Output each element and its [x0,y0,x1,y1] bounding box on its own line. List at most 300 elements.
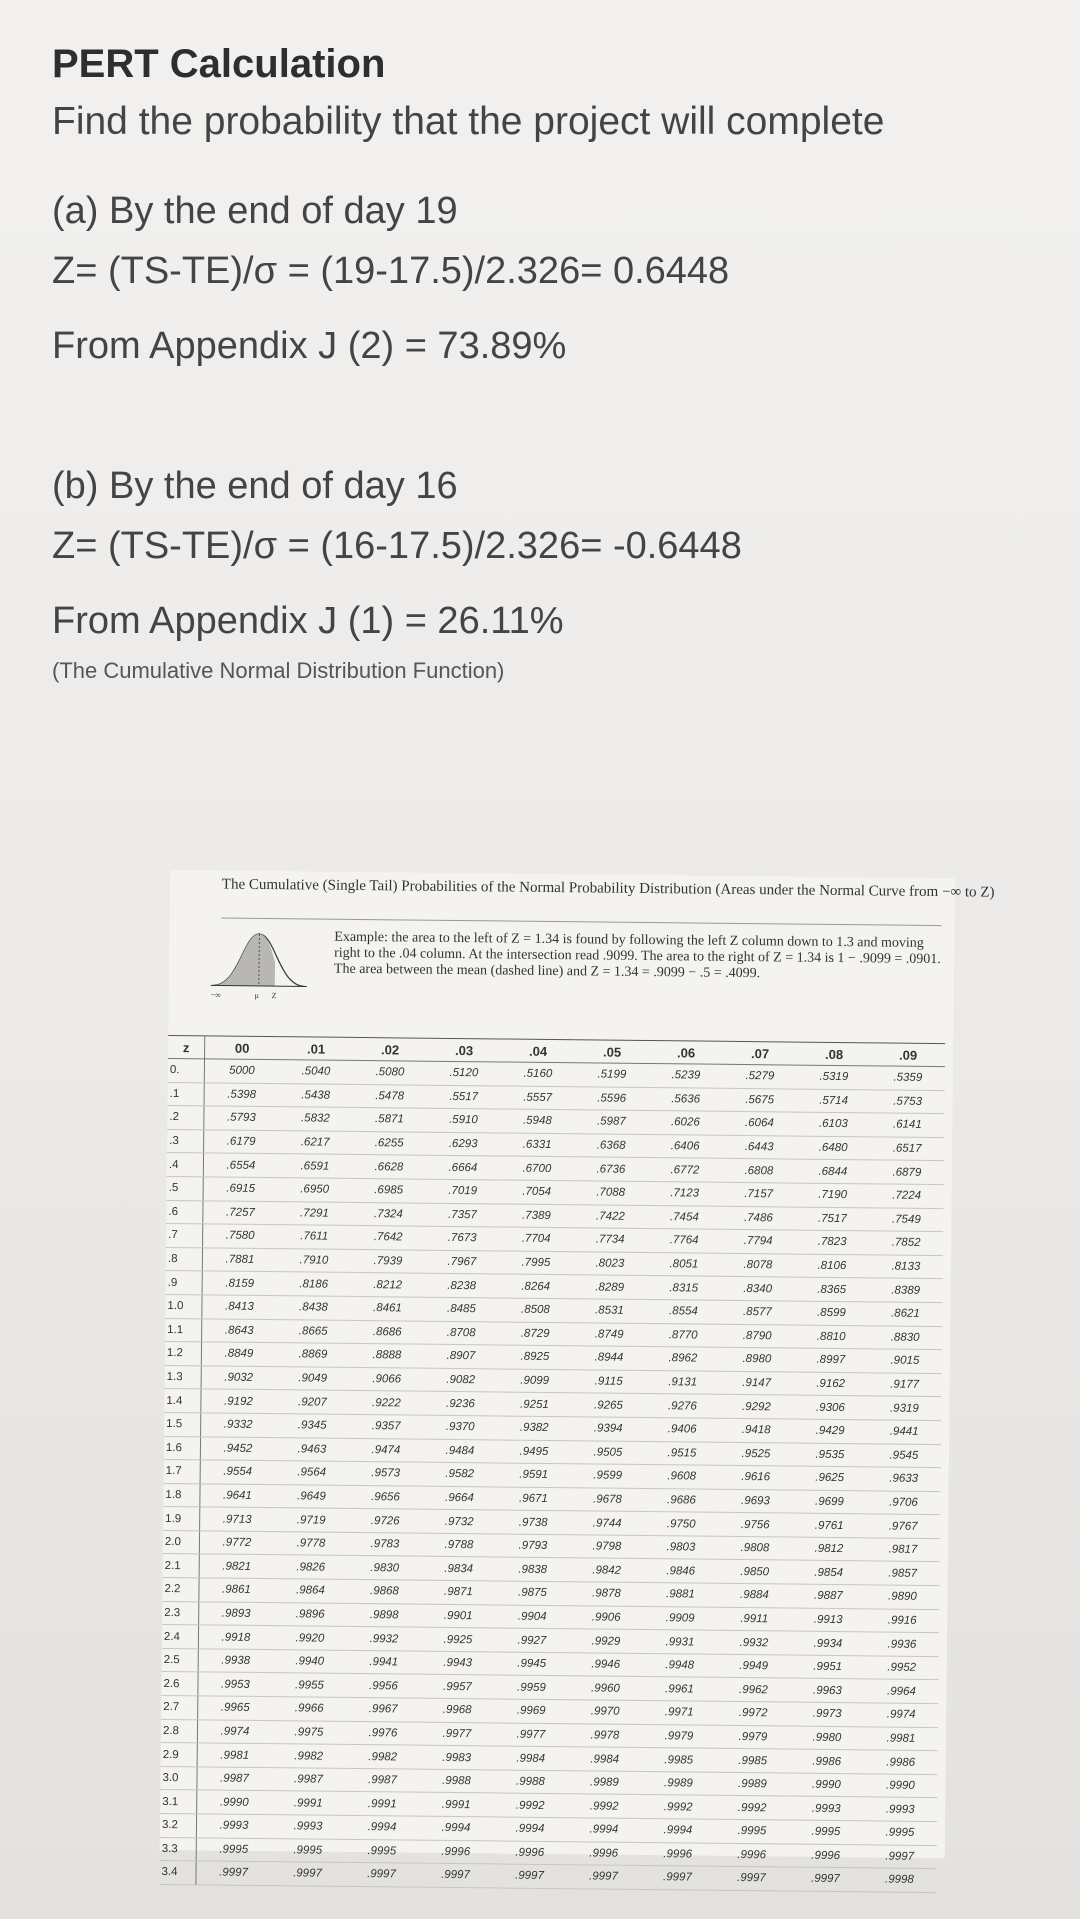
probability-cell: .8078 [721,1253,795,1277]
probability-cell: .9357 [349,1414,423,1438]
probability-cell: .9750 [644,1512,718,1536]
probability-cell: .9599 [571,1464,645,1488]
z-table-header-cell: .08 [797,1042,871,1066]
probability-cell: .6736 [574,1157,648,1181]
probability-cell: .7910 [277,1248,351,1272]
z-value-cell: 2.5 [162,1648,199,1672]
probability-cell: .9830 [348,1556,422,1580]
probability-cell: .9875 [495,1581,569,1605]
probability-cell: .9864 [273,1579,347,1603]
probability-cell: .9834 [422,1557,496,1581]
probability-cell: .9989 [567,1771,641,1795]
z-value-cell: 3.4 [159,1861,196,1885]
probability-cell: .7995 [499,1251,573,1275]
probability-cell: .7454 [647,1205,721,1229]
probability-cell: .8389 [869,1278,943,1302]
probability-cell: .6255 [352,1131,426,1155]
probability-cell: .9207 [275,1390,349,1414]
probability-cell: .9099 [498,1369,572,1393]
probability-cell: .9995 [715,1819,789,1843]
probability-cell: .9292 [719,1395,793,1419]
z-value-cell: 2.3 [162,1601,199,1625]
z-table-header-cell: .09 [871,1043,945,1067]
probability-cell: .9965 [198,1696,273,1720]
probability-cell: .7642 [351,1226,425,1250]
probability-cell: .6879 [870,1160,944,1184]
probability-cell: .9994 [493,1817,567,1841]
page-title: PERT Calculation [52,42,386,86]
probability-cell: .9932 [717,1631,791,1655]
probability-cell: .9015 [868,1349,942,1373]
probability-cell: .7611 [277,1225,351,1249]
probability-cell: .8238 [425,1274,499,1298]
probability-cell: .5040 [279,1060,353,1084]
z-table-header-cell: .05 [575,1040,649,1064]
probability-cell: .7422 [573,1204,647,1228]
z-value-cell: 1.9 [163,1507,200,1531]
probability-cell: .9884 [717,1583,791,1607]
probability-cell: .8531 [572,1299,646,1323]
probability-cell: .9973 [790,1702,864,1726]
probability-cell: .8665 [276,1319,350,1343]
probability-cell: .9996 [641,1842,715,1866]
probability-cell: .9706 [866,1491,940,1515]
probability-cell: .9545 [867,1443,941,1467]
probability-cell: .9916 [865,1608,939,1632]
probability-cell: .9726 [348,1509,422,1533]
z-value-cell: .7 [166,1224,203,1248]
probability-cell: .5987 [574,1110,648,1134]
probability-cell: .9997 [270,1862,344,1886]
probability-cell: .9812 [792,1537,866,1561]
probability-cell: .8577 [720,1300,794,1324]
probability-cell: .6700 [500,1156,574,1180]
probability-cell: .9997 [418,1863,492,1887]
z-value-cell: 1.1 [165,1318,202,1342]
z-value-cell: 3.1 [160,1790,197,1814]
probability-cell: .9732 [422,1509,496,1533]
probability-cell: .9963 [790,1678,864,1702]
probability-cell: .9608 [645,1465,719,1489]
z-table-header-cell: .06 [649,1041,723,1065]
probability-cell: .9418 [719,1418,793,1442]
probability-cell: .6517 [870,1137,944,1161]
probability-cell: .9989 [715,1772,789,1796]
probability-cell: .9803 [644,1535,718,1559]
probability-cell: .9846 [644,1559,718,1583]
probability-cell: .9997 [863,1844,937,1868]
probability-cell: .8770 [646,1323,720,1347]
probability-cell: .9996 [789,1844,863,1868]
probability-cell: .9625 [793,1466,867,1490]
probability-cell: .9982 [272,1744,346,1768]
probability-cell: .9991 [271,1791,345,1815]
probability-cell: .7823 [795,1230,869,1254]
probability-cell: .8186 [277,1272,351,1296]
probability-cell: .7054 [500,1180,574,1204]
probability-cell: .9906 [569,1605,643,1629]
probability-cell: .9693 [718,1489,792,1513]
probability-cell: .5080 [353,1060,427,1084]
z-value-cell: 2.2 [162,1578,199,1602]
probability-cell: .9452 [200,1436,275,1460]
probability-cell: .9826 [274,1555,348,1579]
probability-cell: .9564 [275,1461,349,1485]
probability-cell: .9265 [571,1393,645,1417]
probability-cell: .9997 [492,1864,566,1888]
probability-cell: .9713 [200,1507,275,1531]
probability-cell: .9515 [645,1441,719,1465]
probability-cell: .8554 [646,1299,720,1323]
z-value-cell: 2.1 [163,1554,200,1578]
probability-cell: .9798 [570,1535,644,1559]
probability-cell: .9920 [273,1626,347,1650]
z-value-cell: 2.4 [162,1625,199,1649]
probability-cell: .9993 [789,1796,863,1820]
probability-cell: .9986 [864,1750,938,1774]
probability-cell: .5910 [426,1108,500,1132]
question-text: Find the probability that the project will complete [52,100,885,143]
z-value-cell: 2.8 [161,1719,198,1743]
probability-cell: .9222 [349,1391,423,1415]
probability-cell: .9957 [420,1675,494,1699]
probability-cell: .8790 [720,1324,794,1348]
probability-cell: .9505 [571,1440,645,1464]
probability-cell: .7673 [425,1226,499,1250]
probability-cell: .9761 [792,1513,866,1537]
probability-cell: .9996 [493,1841,567,1865]
probability-cell: .9788 [422,1533,496,1557]
probability-cell: .6772 [648,1158,722,1182]
probability-cell: .7881 [202,1248,277,1272]
bell-label-mean: μ [254,990,260,1000]
probability-cell: .9656 [348,1485,422,1509]
probability-cell: .9953 [198,1672,273,1696]
probability-cell: .9996 [567,1841,641,1865]
appendix-scan [160,870,995,1887]
probability-cell: .7967 [425,1250,499,1274]
probability-cell: .9276 [645,1394,719,1418]
probability-cell: .9959 [494,1675,568,1699]
probability-cell: .9949 [717,1654,791,1678]
probability-cell: .9994 [567,1818,641,1842]
function-note: (The Cumulative Normal Distribution Function) [52,658,505,683]
example-text: Example: the area to the left of Z = 1.34 is found by following the left Z column down to 1.3 and moving right to the .04 column. At the intersection read .9099. The area to the right of Z = 1.34 is 1 − .9099 = .0901. The area between the mean (dashed line) and Z = 1.34 = .9099 − .5 = .4099. [333,929,941,982]
probability-cell: .8925 [498,1345,572,1369]
part-b-heading: (b) By the end of day 16 [52,465,458,507]
probability-cell: .6443 [722,1135,796,1159]
probability-cell: .5948 [500,1109,574,1133]
probability-cell: .9808 [718,1536,792,1560]
probability-cell: .9664 [422,1486,496,1510]
bell-label-neg-inf: −∞ [210,990,221,1000]
probability-cell: .5160 [501,1062,575,1086]
z-value-cell: 3.2 [160,1813,197,1837]
probability-cell: .8888 [350,1344,424,1368]
probability-cell: .9975 [272,1720,346,1744]
z-value-cell: 2.9 [161,1743,198,1767]
z-value-cell: 2.6 [161,1672,198,1696]
probability-cell: .5120 [427,1061,501,1085]
probability-cell: .8830 [868,1325,942,1349]
probability-cell: .6406 [648,1134,722,1158]
probability-cell: .9997 [344,1863,418,1887]
probability-cell: .9997 [788,1867,862,1891]
probability-cell: .7088 [574,1181,648,1205]
probability-cell: .7123 [648,1181,722,1205]
probability-cell: .9995 [345,1839,419,1863]
probability-cell: .9901 [421,1604,495,1628]
probability-cell: .9918 [198,1625,273,1649]
probability-cell: .9591 [497,1463,571,1487]
probability-cell: .6950 [278,1178,352,1202]
probability-cell: .9463 [275,1437,349,1461]
probability-cell: .9306 [793,1395,867,1419]
probability-cell: .9968 [420,1698,494,1722]
probability-cell: .7852 [869,1231,943,1255]
probability-cell: .5398 [204,1082,279,1106]
probability-cell: .7224 [870,1184,944,1208]
probability-cell: .6064 [722,1111,796,1135]
probability-cell: .9932 [347,1627,421,1651]
probability-cell: .6179 [204,1130,279,1154]
probability-cell: .7486 [721,1206,795,1230]
appendix-caption: The Cumulative (Single Tail) Probabilities of the Normal Probability Distribution (Areas under the Normal Curve from −∞ to Z) [221,876,995,901]
probability-cell: .8315 [647,1276,721,1300]
z-table-header-cell: .02 [353,1037,427,1061]
probability-cell: .9990 [863,1774,937,1798]
probability-cell: .9979 [716,1725,790,1749]
probability-cell: .8461 [350,1296,424,1320]
probability-cell: .9887 [791,1584,865,1608]
probability-cell: .9941 [347,1650,421,1674]
z-table-header-cell: 00 [205,1036,280,1060]
probability-cell: .9962 [716,1678,790,1702]
probability-cell: .8340 [721,1277,795,1301]
probability-cell: .7580 [203,1224,278,1248]
probability-cell: .9984 [494,1746,568,1770]
probability-cell: .9986 [790,1749,864,1773]
probability-cell: .9049 [276,1366,350,1390]
probability-cell: .9948 [643,1653,717,1677]
probability-cell: .7257 [203,1200,278,1224]
probability-cell: .8708 [424,1321,498,1345]
probability-cell: .9991 [345,1792,419,1816]
probability-cell: .9484 [423,1439,497,1463]
probability-cell: .8907 [424,1344,498,1368]
probability-cell: .9994 [419,1816,493,1840]
probability-cell: .9582 [423,1462,497,1486]
probability-cell: .6368 [574,1134,648,1158]
probability-cell: .9868 [347,1579,421,1603]
probability-cell: .9406 [645,1417,719,1441]
probability-cell: .9977 [494,1723,568,1747]
probability-cell: .9719 [274,1508,348,1532]
probability-cell: .5871 [352,1108,426,1132]
probability-cell: .9972 [716,1701,790,1725]
probability-cell: .9955 [272,1673,346,1697]
probability-cell: .9878 [569,1582,643,1606]
probability-cell: .9633 [867,1467,941,1491]
probability-cell: .8264 [499,1274,573,1298]
probability-cell: .9956 [346,1674,420,1698]
probability-cell: .9983 [420,1745,494,1769]
probability-cell: .7190 [796,1183,870,1207]
probability-cell: .7357 [425,1203,499,1227]
probability-cell: .9996 [715,1843,789,1867]
part-a-formula: Z= (TS-TE)/σ = (19-17.5)/2.326= 0.6448 [52,250,730,292]
probability-cell: .5675 [723,1088,797,1112]
caption-divider [221,918,941,927]
probability-cell: .9931 [643,1630,717,1654]
probability-cell: .9890 [865,1585,939,1609]
probability-cell: .5714 [796,1089,870,1113]
probability-cell: .9951 [791,1655,865,1679]
probability-cell: .7734 [573,1228,647,1252]
probability-cell: .9850 [718,1560,792,1584]
probability-cell: .9974 [864,1703,938,1727]
probability-cell: .9671 [496,1487,570,1511]
probability-cell: .9997 [196,1861,271,1885]
probability-cell: .9991 [419,1793,493,1817]
probability-cell: .9982 [346,1745,420,1769]
z-value-cell: .3 [167,1129,204,1153]
probability-cell: .9871 [421,1580,495,1604]
probability-cell: .8643 [202,1318,277,1342]
probability-cell: .9332 [201,1413,276,1437]
probability-cell: .8869 [276,1343,350,1367]
probability-cell: .9678 [570,1487,644,1511]
probability-cell: .9993 [863,1797,937,1821]
probability-cell: .9994 [345,1815,419,1839]
probability-cell: .9821 [199,1554,274,1578]
probability-cell: .9441 [867,1420,941,1444]
probability-cell: .9993 [196,1814,271,1838]
part-b-result: From Appendix J (1) = 26.11% [52,600,564,642]
probability-cell: .9969 [494,1699,568,1723]
probability-cell: .9881 [643,1583,717,1607]
probability-cell: .9767 [866,1514,940,1538]
probability-cell: .8729 [498,1321,572,1345]
z-table-header-cell: .03 [427,1038,501,1062]
probability-cell: .9981 [864,1726,938,1750]
probability-cell: .7794 [721,1229,795,1253]
probability-cell: .6844 [796,1159,870,1183]
probability-cell: .9976 [346,1721,420,1745]
probability-cell: .9251 [497,1392,571,1416]
bell-curve-icon [209,927,310,1000]
probability-cell: .9913 [791,1608,865,1632]
probability-cell: .6664 [426,1156,500,1180]
z-value-cell: 1.5 [164,1412,201,1436]
z-value-cell: .6 [166,1200,203,1224]
probability-cell: .8438 [276,1296,350,1320]
probability-cell: .8980 [720,1347,794,1371]
probability-cell: .8599 [794,1301,868,1325]
probability-cell: .9429 [793,1419,867,1443]
probability-cell: .6915 [203,1177,278,1201]
probability-cell: .9997 [714,1866,788,1890]
probability-cell: .8485 [424,1297,498,1321]
probability-cell: 5000 [204,1059,279,1083]
probability-cell: .5319 [797,1065,871,1089]
probability-cell: .8944 [572,1346,646,1370]
probability-cell: .9649 [274,1484,348,1508]
probability-cell: .9960 [568,1676,642,1700]
probability-cell: .9992 [567,1794,641,1818]
probability-cell: .8365 [795,1277,869,1301]
probability-cell: .9974 [197,1719,272,1743]
probability-cell: .9970 [568,1700,642,1724]
probability-cell: .9616 [719,1465,793,1489]
probability-cell: .5478 [353,1084,427,1108]
probability-cell: .9535 [793,1443,867,1467]
probability-cell: .9147 [720,1371,794,1395]
probability-cell: .9783 [348,1532,422,1556]
probability-cell: .5517 [427,1085,501,1109]
probability-cell: .9985 [716,1748,790,1772]
probability-cell: .9177 [868,1373,942,1397]
probability-cell: .7157 [722,1182,796,1206]
probability-cell: .9996 [419,1840,493,1864]
z-value-cell: 1.4 [164,1389,201,1413]
probability-cell: .9082 [424,1368,498,1392]
z-value-cell: 0. [168,1058,205,1082]
probability-cell: .9990 [197,1790,272,1814]
probability-cell: .9946 [569,1653,643,1677]
probability-cell: .9911 [717,1607,791,1631]
probability-cell: .9686 [644,1488,718,1512]
probability-cell: .9756 [718,1513,792,1537]
z-value-cell: 3.3 [160,1837,197,1861]
bell-label-z: Z [271,991,277,1001]
probability-cell: .9961 [642,1677,716,1701]
probability-cell: .9854 [792,1561,866,1585]
probability-cell: .9998 [862,1868,936,1892]
probability-cell: .9909 [643,1606,717,1630]
probability-cell: .8686 [350,1320,424,1344]
probability-cell: .9927 [495,1628,569,1652]
probability-cell: .9997 [640,1866,714,1890]
probability-cell: .8749 [572,1322,646,1346]
z-value-cell: 1.7 [164,1460,201,1484]
probability-cell: .8413 [202,1295,277,1319]
probability-cell: .9987 [345,1768,419,1792]
probability-cell: .9981 [197,1743,272,1767]
z-table-header-cell: .01 [279,1037,353,1061]
probability-cell: .5832 [278,1107,352,1131]
probability-cell: .9964 [864,1679,938,1703]
probability-cell: .5636 [649,1087,723,1111]
probability-cell: .9394 [571,1417,645,1441]
probability-cell: .9952 [865,1656,939,1680]
probability-cell: .8810 [794,1325,868,1349]
probability-cell: .9988 [493,1770,567,1794]
part-b-formula: Z= (TS-TE)/σ = (16-17.5)/2.326= -0.6448 [52,525,742,567]
z-value-cell: 2.7 [161,1695,198,1719]
probability-cell: .9994 [641,1818,715,1842]
probability-cell: .9945 [495,1652,569,1676]
probability-cell: .9898 [347,1603,421,1627]
probability-cell: .9345 [275,1414,349,1438]
probability-cell: .9370 [423,1415,497,1439]
probability-cell: .9066 [350,1367,424,1391]
probability-cell: .7019 [426,1179,500,1203]
probability-cell: .9934 [791,1631,865,1655]
z-value-cell: .4 [167,1153,204,1177]
z-value-cell: .5 [167,1176,204,1200]
probability-cell: .9992 [493,1793,567,1817]
